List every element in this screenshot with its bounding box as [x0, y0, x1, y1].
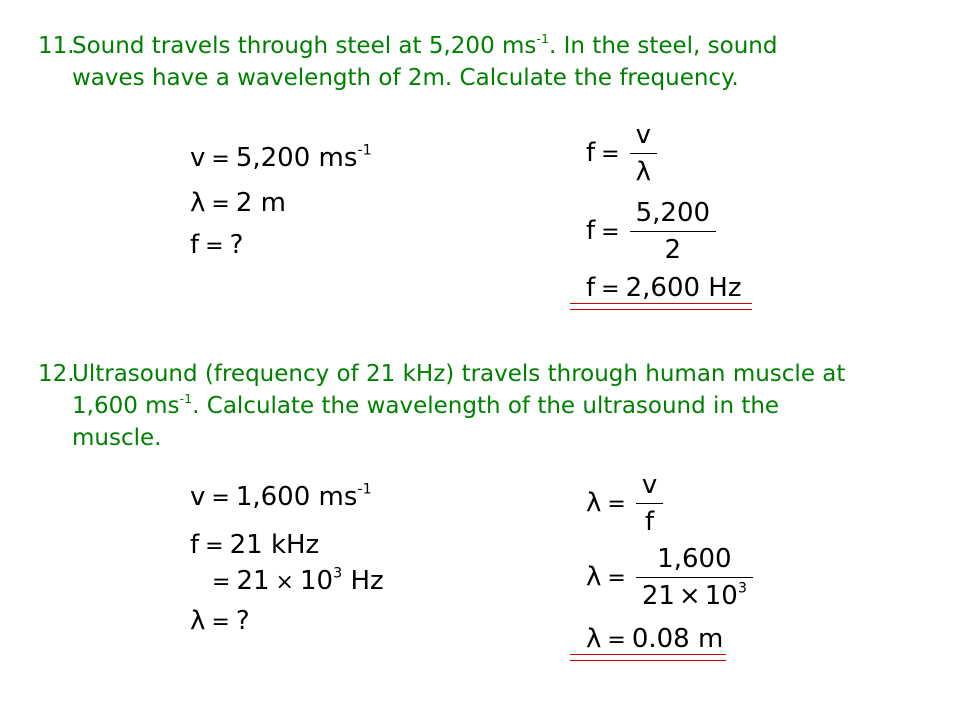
question-line: muscle.	[72, 425, 162, 451]
question-number: 11.	[38, 33, 75, 59]
fraction: $\frac{v}{f}$	[636, 470, 663, 537]
question-11	[38, 30, 918, 94]
question-line: waves have a wavelength of 2m. Calculate the frequency.	[72, 65, 739, 91]
solution-answer: λ = 0.08 m	[586, 624, 724, 654]
answer-double-underline	[570, 654, 726, 661]
solution-answer: f = 2,600 Hz	[586, 273, 742, 303]
given-frequency-converted: = $21 \times 10^3$ Hz	[212, 565, 384, 596]
solution-step-formula: f = $\frac{v}{\lambda}$	[586, 120, 657, 187]
question-number: 12.	[38, 361, 75, 387]
question-line: Sound travels through steel at 5,200 $ms^{-1}$. In the steel, sound	[72, 30, 778, 59]
question-line: 1,600 $ms^{-1}$. Calculate the wavelength of the ultrasound in the	[72, 390, 780, 419]
question-line: Ultrasound (frequency of 21 kHz) travels through human muscle at	[72, 361, 846, 387]
given-velocity: v = 5,200 $ms^{-1}$	[190, 142, 372, 173]
given-velocity: v = 1,600 $ms^{-1}$	[190, 481, 372, 512]
solution-step-formula: λ = $\frac{v}{f}$	[586, 470, 663, 537]
given-frequency: f = ?	[190, 230, 244, 260]
given-wavelength: λ = 2 m	[190, 188, 286, 218]
solution-step-substitution: λ = $\frac{1,600}{21 \times 10^3}$	[586, 544, 753, 611]
question-12	[38, 358, 918, 454]
given-wavelength: λ = ?	[190, 606, 250, 636]
solution-step-substitution: f = $\frac{5,200}{2}$	[586, 198, 716, 265]
fraction: $\frac{5,200}{2}$	[630, 198, 716, 265]
fraction: $\frac{v}{\lambda}$	[630, 120, 657, 187]
given-frequency: f = 21 kHz	[190, 530, 320, 560]
answer-double-underline	[570, 303, 752, 310]
fraction: $\frac{1,600}{21 \times 10^3}$	[636, 544, 753, 611]
